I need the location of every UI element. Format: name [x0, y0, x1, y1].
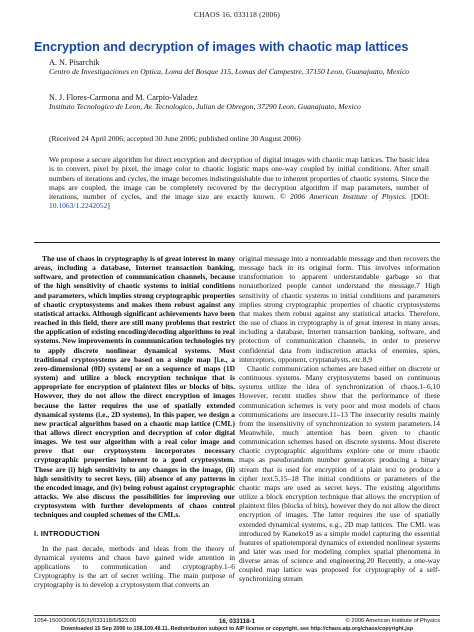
doi-link[interactable]: 10.1063/1.2242052: [49, 201, 108, 211]
section-heading: I. INTRODUCTION: [34, 528, 100, 538]
abstract-divider: [34, 242, 440, 243]
abstract-copyright: © 2006 American Institute of Physics.: [279, 192, 407, 202]
author-name: A. N. Pisarchik: [49, 58, 100, 67]
right-column: [239, 254, 440, 584]
footer-divider: [34, 615, 440, 616]
abstract-text: We propose a secure algorithm for direct encryption and decryption of digital images with chaotic map lattices. The basic idea is to convert, pixel by pixel, the image color to chaotic logistic maps one-way coupled by initial conditions. After small numbers of iterations and cycles, the image becomes indistinguishable due to inherent properties of chaotic systems. Since the maps are coupled, the image can be completely recovered by the decryption algorithm if map parameters, number of iterations, number of cycles, and the image size are exactly known.: [49, 155, 429, 202]
author-affiliation: Centro de Investigaciones en Optica, Loma del Bosque 115, Lomas del Campestre, 37150 Leon, Guanajuato, Mexico: [49, 67, 410, 77]
doi-suffix: ]: [107, 201, 110, 211]
left-column: [34, 254, 235, 589]
footer-copyright: © 2006 American Institute of Physics: [345, 618, 440, 624]
author-block-2: [49, 93, 449, 112]
footer-issn: 1054-1500/2006/16(3)/033118/6/$23.00: [34, 618, 137, 624]
doi-prefix: [DOI:: [411, 192, 430, 202]
footer-page-number: 16, 033118-1: [218, 618, 256, 625]
running-head: CHAOS 16, 033118 (2006): [193, 10, 281, 19]
bold-summary: The use of chaos in cryptography is of great interest in many areas, including a database, Internet transaction banking, software, and protection of communication channels, because of the high sensitivity of chaotic systems to initial conditions and parameters, which implies strong cryptographic properties of chaotic cryptosystems and makes them robust against any statistical attacks. Although significant achievements have been reached in this field, there are still many problems that restrict the application of existing encoding/decoding algorithms to real systems. New improvements in communication technologies try to apply discrete nonlinear dynamical systems. Most traditional cryptosystems are based on a single map [i.e., a zero-dimensional (0D) system] or on a sequence of maps (1D system) and utilize a block encryption technique that is appropriate for encryption of plaintext files or blocks of bits. However, they do not allow the direct encryption of images because the latter requires the use of spatially extended dynamical systems (i.e., 2D systems). In this paper, we design a new practical algorithm based on a chaotic map lattice (CML) that allows direct encryption and decryption of color digital images. We test our algorithm with a real color image and prove that our cryptosystem incorporates necessary cryptographic properties inherent to a good cryptosystem. These are (i) high sensitivity to any changes in the image, (ii) high sensitivity to secret keys, (iii) absence of any patterns in the encoded image, and (iv) being robust against cryptographic attacks. We also discuss the possibilities for improving our cryptosystem with further developments of chaos control techniques and coupled schemes of the CMLs.: [34, 254, 235, 520]
download-notice: Downloaded 15 Sep 2006 to 158.109.48.11. Redistribution subject to AIP license or copyright, see http://chaos.aip.org/chaos/copyright.jsp: [61, 626, 413, 632]
paper-title: Encryption and decryption of images with chaotic map lattices: [34, 40, 409, 54]
body-paragraph: Chaotic communication schemes are based either on discrete or continuous systems. Many cryptosystems based on continuous systems utilize the idea of synchronization of chaos.1–6,10 However, recent studies show that the performance of these communication schemes is very poor and most models of chaos communications are insecure.11–13 The insecurity results mainly from the insensitivity of synchronization to system parameters.14 Meanwhile, much attention has been given to chaotic communication schemes based on discrete systems. Most discrete chaotic cryptographic algorithms explore one or more chaotic maps as pseudorandom number generators producing a binary stream that is used for encryption of a plain text to produce a cipher text.5,15–18 The initial conditions or parameters of the chaotic maps are used as secret keys. The existing algorithms utilize a block encryption technique that allows the encryption of plaintext files (blocks of bits), however they do not allow the direct encryption of images. The latter requires the use of spatially extended dynamical systems, e.g., 2D map lattices. The CML was introduced by Kaneko19 as a simple model capturing the essential features of spatiotemporal dynamics of extended nonlinear systems and later was used for modeling complex spatial phenomena in diverse areas of science and engineering.20 Recently, a one-way coupled map lattice was proposed for cryptography of a self-synchronizing stream: [239, 363, 440, 584]
intro-paragraph: In the past decade, methods and ideas from the theory of dynamical systems and chaos have gained wide attention in applications to communication and cryptography.1–6 Cryptography is the art of secret writing. The main purpose of cryptography is to develop a cryptosystem that converts an: [34, 543, 235, 590]
author-affiliation: Instituto Tecnologico de Leon, Av. Tecnologico, Julian de Obregon, 37290 Leon, Guanajuato, Mexico: [49, 102, 361, 112]
author-block-1: [49, 58, 449, 77]
received-dates: (Received 24 April 2006; accepted 30 June 2006; published online 30 August 2006): [49, 134, 301, 143]
abstract: [49, 155, 429, 211]
body-paragraph: original message into a nonreadable message and then recovers the message back in its original form. This involves information transformation to apparent understandable garbage so that nonauthorized people cannot understand the message.7 High sensitivity of chaotic systems to initial conditions and parameters implies strong cryptographic properties of chaotic cryptosystems that makes them robust against any statistical attacks. Therefore, the use of chaos in cryptography is of great interest in many areas, including a database, Internet transaction banking, software, and protection of communication channels, in order to preserve confidential data from indiscretion attacks of enemies, spies, interceptors, opponent, cryptanalysts, etc.8,9: [239, 254, 440, 364]
author-name: N. J. Flores-Carmona and M. Carpio-Valadez: [49, 93, 198, 102]
